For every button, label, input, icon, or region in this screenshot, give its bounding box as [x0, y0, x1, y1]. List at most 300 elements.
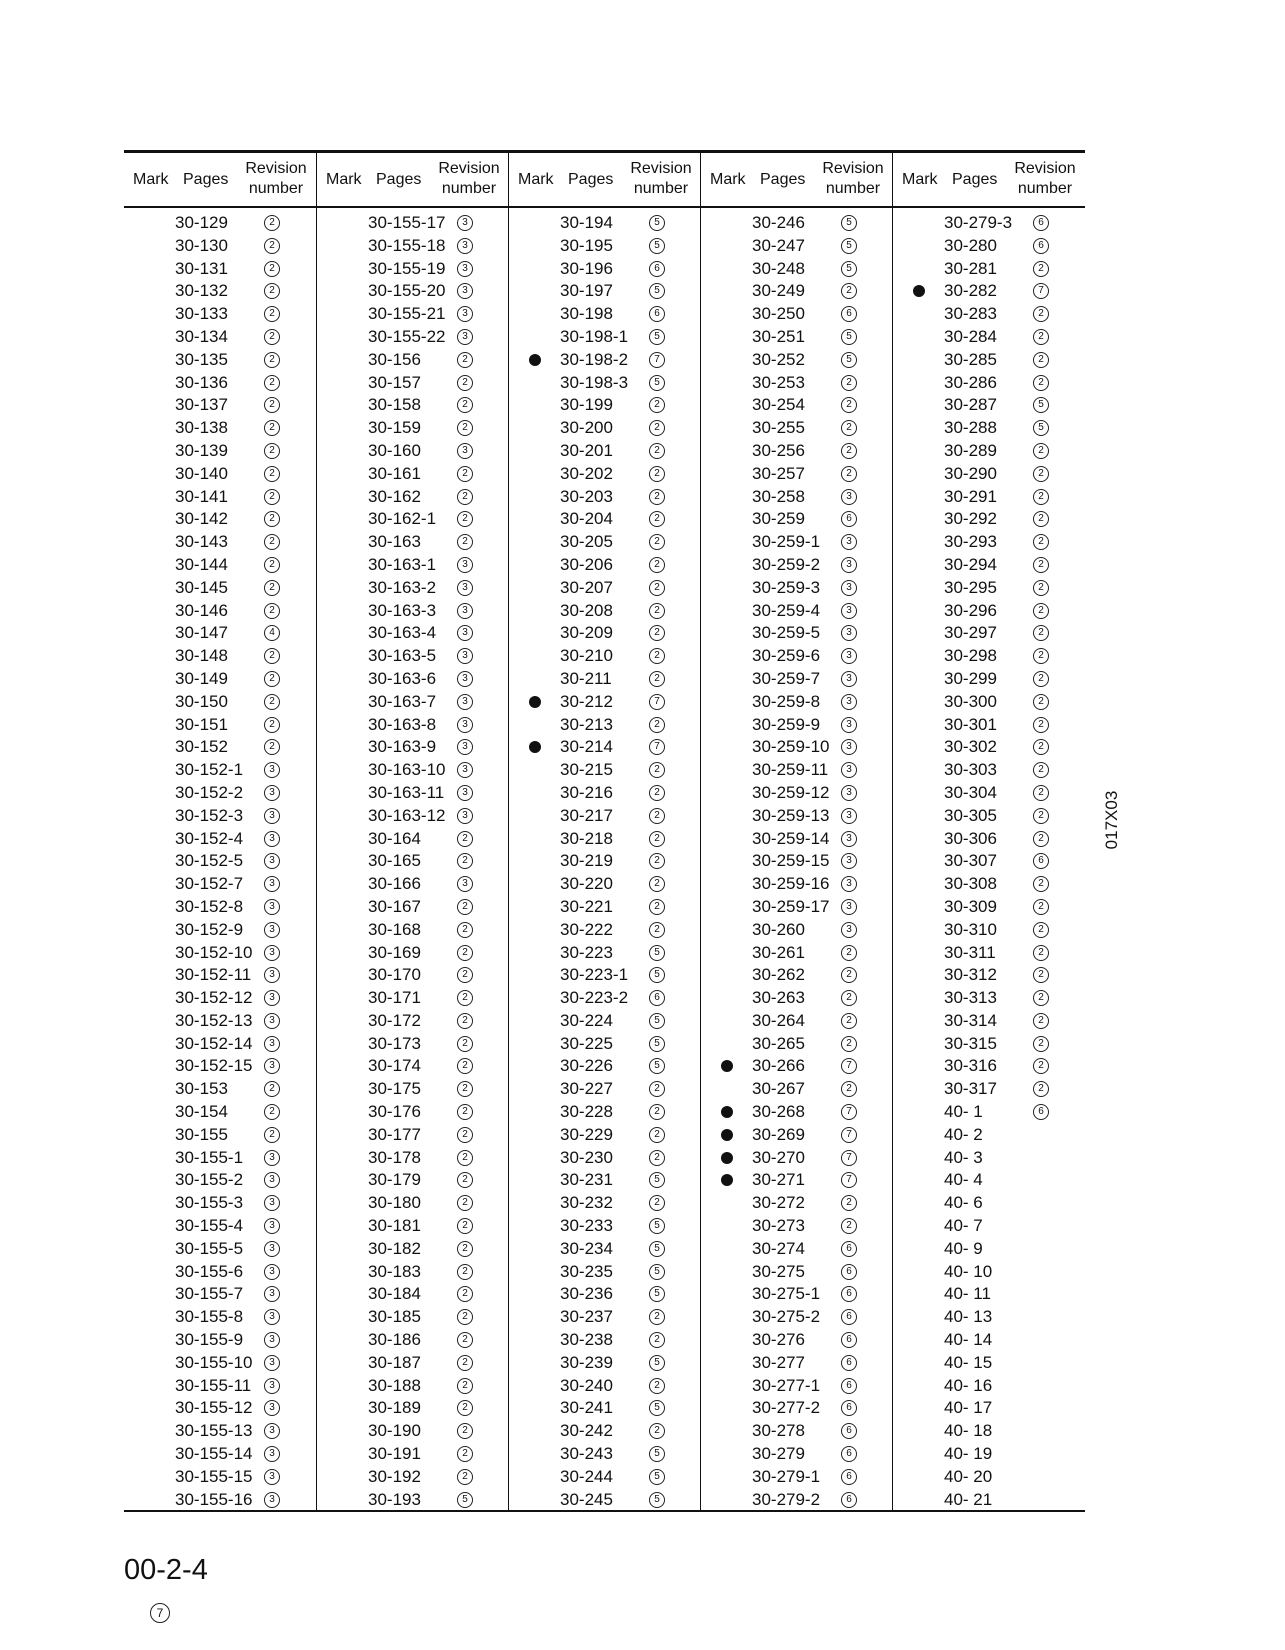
table-row [317, 896, 509, 919]
revision-cell: 3 [264, 785, 280, 801]
revision-cell: 5 [841, 238, 857, 254]
table-row [893, 349, 1085, 372]
page-cell: 30-303 [944, 760, 997, 780]
page-cell: 30-155-1 [175, 1147, 244, 1167]
table-row [893, 1124, 1085, 1147]
table-row [509, 1101, 701, 1124]
table-row [701, 782, 893, 805]
header-pages: Pages [760, 171, 806, 188]
table-row [124, 873, 316, 896]
page-cell: 30-258 [752, 486, 805, 506]
revision-cell: 2 [649, 1309, 665, 1325]
table-row [124, 235, 316, 258]
revision-cell: 3 [841, 899, 857, 915]
table-row [893, 1010, 1085, 1033]
page-cell: 40- 19 [944, 1444, 993, 1464]
revised-mark-icon [721, 1060, 733, 1072]
page-cell: 30-265 [752, 1033, 805, 1053]
revision-cell: 6 [649, 306, 665, 322]
revision-cell: 6 [841, 1378, 857, 1394]
header-pages: Pages [183, 171, 229, 188]
revision-cell: 5 [841, 352, 857, 368]
table-row [893, 235, 1085, 258]
table-row [509, 942, 701, 965]
page-cell: 30-179 [368, 1170, 421, 1190]
page-cell: 30-133 [175, 304, 228, 324]
table-row [701, 554, 893, 577]
page-cell: 30-215 [560, 760, 613, 780]
page-cell: 30-180 [368, 1193, 421, 1213]
table-row [124, 1124, 316, 1147]
table-row [509, 1215, 701, 1238]
column-header [701, 153, 893, 206]
table-row [701, 1283, 893, 1306]
page-cell: 30-277 [752, 1352, 805, 1372]
header-revision: Revision number [245, 160, 307, 197]
table-row [317, 554, 509, 577]
page-cell: 30-315 [944, 1033, 997, 1053]
page-cell: 30-175 [368, 1079, 421, 1099]
revision-cell: 2 [649, 899, 665, 915]
page-cell: 30-163-6 [368, 668, 437, 688]
table-row [317, 1192, 509, 1215]
page-cell: 30-176 [368, 1102, 421, 1122]
revision-cell: 2 [1033, 1013, 1049, 1029]
page-cell: 30-146 [175, 600, 228, 620]
revision-cell: 3 [264, 1150, 280, 1166]
revision-cell: 2 [457, 397, 473, 413]
table-row [124, 326, 316, 349]
page-cell: 30-163-1 [368, 554, 437, 574]
table-row [317, 1375, 509, 1398]
page-cell: 40- 10 [944, 1261, 993, 1281]
table-row [701, 1352, 893, 1375]
revision-cell: 3 [264, 1332, 280, 1348]
page-cell: 30-148 [175, 646, 228, 666]
page-cell: 30-297 [944, 623, 997, 643]
table-row [893, 828, 1085, 851]
table-row [893, 759, 1085, 782]
page-cell: 30-222 [560, 919, 613, 939]
revision-cell: 6 [841, 1355, 857, 1371]
page-cell: 30-195 [560, 235, 613, 255]
page-cell: 30-194 [560, 213, 613, 232]
revision-cell: 2 [841, 990, 857, 1006]
table-row [701, 1329, 893, 1352]
revision-cell: 2 [457, 489, 473, 505]
revision-cell: 4 [264, 625, 280, 641]
page-cell: 30-251 [752, 326, 805, 346]
revision-cell: 2 [841, 1195, 857, 1211]
revision-cell: 2 [457, 1423, 473, 1439]
page-cell: 40- 18 [944, 1421, 993, 1441]
page-cell: 30-152-14 [175, 1033, 253, 1053]
revision-cell: 2 [264, 557, 280, 573]
page-cell: 30-226 [560, 1056, 613, 1076]
page-cell: 30-277-1 [752, 1375, 821, 1395]
table-row [317, 1215, 509, 1238]
header-revision: Revision number [630, 160, 692, 197]
revision-cell: 2 [1033, 580, 1049, 596]
table-row [701, 714, 893, 737]
table-row [701, 987, 893, 1010]
revision-cell: 2 [1033, 375, 1049, 391]
revision-cell: 5 [841, 215, 857, 231]
revision-cell: 2 [649, 1150, 665, 1166]
page-cell: 30-279-2 [752, 1489, 821, 1509]
page-cell: 30-269 [752, 1124, 805, 1144]
revision-cell: 3 [264, 899, 280, 915]
page-cell: 30-289 [944, 440, 997, 460]
table-row [124, 1443, 316, 1466]
page-cell: 30-155 [175, 1124, 228, 1144]
revision-cell: 6 [841, 1309, 857, 1325]
page-cell: 30-272 [752, 1193, 805, 1213]
page-cell: 30-295 [944, 577, 997, 597]
rows-block-1 [124, 212, 316, 1511]
table-row [701, 736, 893, 759]
revision-cell: 5 [649, 1264, 665, 1280]
table-row [124, 1169, 316, 1192]
revision-cell: 2 [1033, 1081, 1049, 1097]
table-row [124, 1283, 316, 1306]
page-cell: 30-259-9 [752, 714, 821, 734]
revision-cell: 2 [1033, 443, 1049, 459]
page-cell: 30-218 [560, 828, 613, 848]
revision-cell: 6 [841, 1241, 857, 1257]
table-row [317, 1169, 509, 1192]
revision-cell: 2 [649, 1195, 665, 1211]
revision-cell: 3 [264, 990, 280, 1006]
page-cell: 30-304 [944, 782, 997, 802]
table-row [124, 622, 316, 645]
table-block-3 [508, 150, 701, 1512]
table-row [124, 987, 316, 1010]
page-cell: 30-164 [368, 828, 421, 848]
page-cell: 30-155-11 [175, 1375, 252, 1395]
table-row [893, 1169, 1085, 1192]
table-row [317, 1443, 509, 1466]
table-row [893, 258, 1085, 281]
table-row [509, 828, 701, 851]
table-row [509, 759, 701, 782]
revision-cell: 5 [1033, 397, 1049, 413]
table-row [124, 1489, 316, 1512]
table-row [124, 691, 316, 714]
table-row [893, 1147, 1085, 1170]
revision-cell: 2 [457, 1241, 473, 1257]
page-cell: 40- 11 [944, 1284, 991, 1304]
revision-cell: 2 [264, 1104, 280, 1120]
table-row [509, 1466, 701, 1489]
table-row [509, 782, 701, 805]
revision-cell: 3 [457, 694, 473, 710]
revision-cell: 2 [264, 511, 280, 527]
table-row [124, 508, 316, 531]
page-cell: 30-199 [560, 395, 613, 415]
page-cell: 30-155-10 [175, 1352, 253, 1372]
table-row [509, 1238, 701, 1261]
table-row [509, 1147, 701, 1170]
revision-cell: 2 [1033, 603, 1049, 619]
revision-cell: 3 [264, 808, 280, 824]
revision-cell: 2 [649, 717, 665, 733]
page-cell: 30-274 [752, 1238, 805, 1258]
revision-cell: 2 [264, 443, 280, 459]
table-row [509, 1124, 701, 1147]
table-row [317, 577, 509, 600]
revision-cell: 5 [649, 967, 665, 983]
table-row [893, 326, 1085, 349]
table-row [701, 668, 893, 691]
page-cell: 30-152 [175, 737, 228, 757]
page-cell: 30-163-12 [368, 805, 446, 825]
page-cell: 40- 9 [944, 1238, 983, 1258]
table-row [701, 463, 893, 486]
revision-cell: 3 [841, 648, 857, 664]
table-row [893, 600, 1085, 623]
page-cell: 30-298 [944, 646, 997, 666]
page-cell: 30-283 [944, 304, 997, 324]
page-cell: 30-275 [752, 1261, 805, 1281]
table-row [893, 372, 1085, 395]
revision-cell: 5 [649, 945, 665, 961]
table-row [124, 668, 316, 691]
page-cell: 40- 16 [944, 1375, 993, 1395]
table-row [893, 577, 1085, 600]
page-cell: 30-231 [560, 1170, 613, 1190]
table-row [701, 1192, 893, 1215]
table-row [124, 1329, 316, 1352]
revision-cell: 3 [841, 580, 857, 596]
revision-cell: 3 [264, 945, 280, 961]
revision-cell: 6 [649, 261, 665, 277]
page-cell: 30-313 [944, 988, 997, 1008]
table-row [317, 850, 509, 873]
table-row [509, 280, 701, 303]
revision-cell: 2 [457, 899, 473, 915]
page-cell: 30-302 [944, 737, 997, 757]
revised-mark-icon [529, 354, 541, 366]
revision-cell: 7 [841, 1127, 857, 1143]
table-row [124, 212, 316, 235]
page-cell: 30-151 [175, 714, 228, 734]
page-cell: 30-279 [752, 1444, 805, 1464]
table-row [124, 828, 316, 851]
table-row [124, 736, 316, 759]
table-row [893, 919, 1085, 942]
table-row [317, 942, 509, 965]
table-row [893, 964, 1085, 987]
page-cell: 30-314 [944, 1010, 997, 1030]
table-row [893, 554, 1085, 577]
page-cell: 30-284 [944, 326, 997, 346]
page-cell: 30-291 [944, 486, 997, 506]
table-block-1 [124, 150, 316, 1512]
table-row [509, 394, 701, 417]
page-cell: 30-152-2 [175, 782, 244, 802]
page-cell: 30-161 [368, 463, 421, 483]
page-cell: 30-202 [560, 463, 613, 483]
page-cell: 30-185 [368, 1307, 421, 1327]
table-row [893, 394, 1085, 417]
table-row [893, 1375, 1085, 1398]
table-row [701, 759, 893, 782]
table-row [701, 1261, 893, 1284]
table-row [509, 919, 701, 942]
page-cell: 30-152-13 [175, 1010, 253, 1030]
revision-cell: 2 [457, 967, 473, 983]
revision-cell: 5 [1033, 420, 1049, 436]
revision-cell: 3 [457, 717, 473, 733]
revision-cell: 5 [457, 1492, 473, 1508]
table-row [124, 463, 316, 486]
page-cell: 30-299 [944, 668, 997, 688]
table-row [893, 736, 1085, 759]
revision-cell: 3 [841, 808, 857, 824]
page-cell: 30-305 [944, 805, 997, 825]
table-row [509, 987, 701, 1010]
table-row [317, 1147, 509, 1170]
page-cell: 30-177 [368, 1124, 421, 1144]
page-cell: 30-152-10 [175, 942, 253, 962]
table-row [509, 577, 701, 600]
page-cell: 30-296 [944, 600, 997, 620]
revision-cell: 2 [649, 1127, 665, 1143]
revision-cell: 2 [457, 1469, 473, 1485]
table-row [509, 554, 701, 577]
page-cell: 30-207 [560, 577, 613, 597]
revision-cell: 2 [649, 853, 665, 869]
page-cell: 30-186 [368, 1330, 421, 1350]
page-cell: 30-129 [175, 213, 228, 232]
page-cell: 30-152-8 [175, 896, 244, 916]
table-row [509, 531, 701, 554]
revision-cell: 2 [457, 511, 473, 527]
table-row [124, 942, 316, 965]
revision-cell: 2 [457, 1218, 473, 1234]
table-row [509, 691, 701, 714]
table-row [893, 873, 1085, 896]
page-cell: 30-203 [560, 486, 613, 506]
table-row [509, 235, 701, 258]
revision-cell: 6 [841, 1400, 857, 1416]
table-row [124, 805, 316, 828]
page-cell: 30-254 [752, 395, 805, 415]
table-row [893, 1238, 1085, 1261]
table-row [317, 1101, 509, 1124]
table-row [124, 1055, 316, 1078]
revision-cell: 2 [457, 375, 473, 391]
revision-cell: 2 [264, 420, 280, 436]
table-row [701, 1169, 893, 1192]
revision-cell: 7 [649, 694, 665, 710]
revision-cell: 3 [264, 1423, 280, 1439]
table-row [124, 577, 316, 600]
revision-cell: 5 [649, 1355, 665, 1371]
table-row [893, 645, 1085, 668]
page-cell: 30-158 [368, 395, 421, 415]
page-cell: 30-259-3 [752, 577, 821, 597]
table-row [701, 303, 893, 326]
table-row [509, 896, 701, 919]
revision-table [124, 150, 1085, 1512]
page-cell: 30-155-17 [368, 213, 446, 232]
page-cell: 30-155-9 [175, 1330, 244, 1350]
revision-cell: 2 [264, 717, 280, 733]
table-row [509, 1192, 701, 1215]
table-row [893, 668, 1085, 691]
page-cell: 30-142 [175, 509, 228, 529]
page-cell: 30-156 [368, 349, 421, 369]
table-row [701, 1375, 893, 1398]
table-row [317, 1420, 509, 1443]
table-row [893, 782, 1085, 805]
page-cell: 30-155-12 [175, 1398, 253, 1418]
rows-block-3 [509, 212, 701, 1511]
table-row [317, 964, 509, 987]
revision-cell: 5 [841, 261, 857, 277]
table-row [124, 554, 316, 577]
table-row [509, 714, 701, 737]
page-revision-badge: 7 [150, 1603, 170, 1623]
revision-cell: 6 [841, 1332, 857, 1348]
table-row [124, 1238, 316, 1261]
page-cell: 30-152-7 [175, 874, 244, 894]
table-row [893, 850, 1085, 873]
page-cell: 30-228 [560, 1102, 613, 1122]
page-cell: 30-259-17 [752, 896, 830, 916]
revision-cell: 2 [649, 511, 665, 527]
table-row [509, 736, 701, 759]
revision-cell: 3 [841, 625, 857, 641]
revision-cell: 2 [649, 625, 665, 641]
revision-cell: 5 [649, 1492, 665, 1508]
table-row [701, 919, 893, 942]
table-row [509, 1261, 701, 1284]
revision-cell: 3 [264, 967, 280, 983]
revision-cell: 2 [1033, 762, 1049, 778]
page-cell: 30-163-5 [368, 646, 437, 666]
page-cell: 30-166 [368, 874, 421, 894]
revision-cell: 3 [264, 1172, 280, 1188]
table-row [124, 782, 316, 805]
table-block-5 [892, 150, 1085, 1512]
page-cell: 30-279-3 [944, 213, 1013, 232]
table-row [509, 372, 701, 395]
table-row [124, 1147, 316, 1170]
table-row [893, 1306, 1085, 1329]
page-cell: 30-154 [175, 1102, 228, 1122]
page-cell: 30-145 [175, 577, 228, 597]
page-cell: 30-230 [560, 1147, 613, 1167]
table-row [893, 303, 1085, 326]
table-row [317, 1306, 509, 1329]
revision-cell: 2 [649, 876, 665, 892]
table-row [701, 645, 893, 668]
revision-cell: 6 [841, 1286, 857, 1302]
page-cell: 30-273 [752, 1216, 805, 1236]
page-cell: 30-163-3 [368, 600, 437, 620]
revision-cell: 3 [457, 261, 473, 277]
revision-cell: 2 [1033, 625, 1049, 641]
revision-cell: 3 [264, 1355, 280, 1371]
revision-cell: 5 [649, 1446, 665, 1462]
revision-cell: 2 [841, 1036, 857, 1052]
revision-cell: 2 [264, 329, 280, 345]
page-cell: 30-246 [752, 213, 805, 232]
revision-cell: 3 [264, 1492, 280, 1508]
